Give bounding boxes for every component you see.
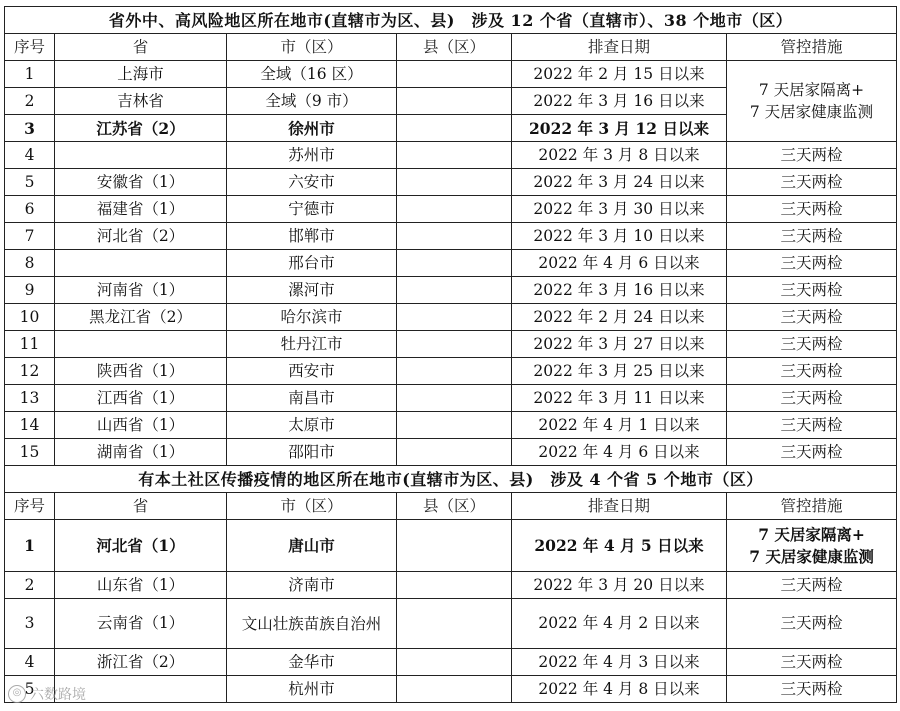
date-cell: 2022 年 3 月 30 日以来 [512,196,727,223]
city-cell: 牡丹江市 [227,331,397,358]
column-header: 市（区） [227,34,397,61]
row-number: 8 [5,250,55,277]
county-cell [397,599,512,649]
date-cell: 2022 年 3 月 20 日以来 [512,572,727,599]
date-cell: 2022 年 4 月 6 日以来 [512,439,727,466]
measure-cell: 三天两检 [727,169,897,196]
header-row [5,493,897,520]
row-number: 2 [5,88,55,115]
county-cell [397,572,512,599]
column-header: 序号 [5,493,55,520]
column-header: 管控措施 [727,34,897,61]
column-header: 排查日期 [512,34,727,61]
measure-cell [727,520,897,572]
measure-cell: 三天两检 [727,599,897,649]
date-cell: 2022 年 4 月 6 日以来 [512,250,727,277]
province-cell: 湖南省（1） [55,439,227,466]
county-cell [397,88,512,115]
county-cell [397,250,512,277]
row-number: 6 [5,196,55,223]
column-header: 排查日期 [512,493,727,520]
city-cell: 太原市 [227,412,397,439]
row-number: 3 [5,115,55,142]
table-row [5,223,897,250]
province-cell: 安徽省（1） [55,169,227,196]
column-header: 管控措施 [727,493,897,520]
row-number: 9 [5,277,55,304]
section-title-row [5,7,897,34]
section-title-row [5,466,897,493]
county-cell [397,115,512,142]
province-cell: 江西省（1） [55,385,227,412]
measure-cell: 三天两检 [727,358,897,385]
date-cell: 2022 年 4 月 3 日以来 [512,649,727,676]
measure-line: 7 天居家健康监测 [749,546,874,566]
table-row [5,331,897,358]
table-row [5,572,897,599]
province-cell: 黑龙江省（2） [55,304,227,331]
column-header: 序号 [5,34,55,61]
table-row [5,169,897,196]
province-cell: 福建省（1） [55,196,227,223]
county-cell [397,223,512,250]
date-cell: 2022 年 3 月 16 日以来 [512,277,727,304]
date-cell: 2022 年 2 月 24 日以来 [512,304,727,331]
county-cell [397,649,512,676]
county-cell [397,385,512,412]
section-title: 有本土社区传播疫情的地区所在地市(直辖市为区、县) 涉及 4 个省 5 个地市（区） [5,466,897,493]
measure-cell: 三天两检 [727,676,897,703]
table-row [5,250,897,277]
watermark-text: 六数路境 [30,687,86,703]
measure-cell: 三天两检 [727,412,897,439]
measure-cell: 三天两检 [727,277,897,304]
province-cell: 山东省（1） [55,572,227,599]
county-cell [397,169,512,196]
table-row [5,649,897,676]
county-cell [397,61,512,88]
row-number: 2 [5,572,55,599]
measure-cell: 三天两检 [727,331,897,358]
table-row [5,277,897,304]
city-cell: 南昌市 [227,385,397,412]
county-cell [397,196,512,223]
province-cell: 江苏省（2） [55,115,227,142]
table-row [5,520,897,572]
province-cell: 吉林省 [55,88,227,115]
city-cell: 邢台市 [227,250,397,277]
row-number: 11 [5,331,55,358]
risk-area-table [4,6,897,703]
city-cell: 金华市 [227,649,397,676]
date-cell: 2022 年 3 月 10 日以来 [512,223,727,250]
row-number: 13 [5,385,55,412]
measure-line: 7 天居家健康监测 [749,103,874,121]
row-number: 5 [5,676,55,703]
date-cell: 2022 年 4 月 2 日以来 [512,599,727,649]
province-cell [55,250,227,277]
row-number: 12 [5,358,55,385]
county-cell [397,676,512,703]
province-cell: 山西省（1） [55,412,227,439]
row-number: 7 [5,223,55,250]
measure-cell: 三天两检 [727,572,897,599]
date-cell: 2022 年 3 月 11 日以来 [512,385,727,412]
measure-cell: 三天两检 [727,223,897,250]
city-cell: 六安市 [227,169,397,196]
measure-cell-merged [727,61,897,142]
province-cell: 河北省（2） [55,223,227,250]
measure-line: 7 天居家隔离+ [758,81,865,99]
table-row [5,196,897,223]
county-cell [397,439,512,466]
date-cell: 2022 年 4 月 1 日以来 [512,412,727,439]
measure-line: 7 天居家隔离+ [758,524,865,544]
table-row [5,439,897,466]
province-cell [55,331,227,358]
province-cell: 浙江省（2） [55,649,227,676]
city-cell: 文山壮族苗族自治州 [227,599,397,649]
table-row [5,304,897,331]
measure-cell: 三天两检 [727,385,897,412]
measure-cell: 三天两检 [727,304,897,331]
row-number: 10 [5,304,55,331]
date-cell: 2022 年 3 月 8 日以来 [512,142,727,169]
date-cell: 2022 年 3 月 16 日以来 [512,88,727,115]
province-cell: 河南省（1） [55,277,227,304]
province-cell [55,142,227,169]
row-number: 4 [5,649,55,676]
city-cell: 济南市 [227,572,397,599]
date-cell: 2022 年 4 月 8 日以来 [512,676,727,703]
section-title: 省外中、高风险地区所在地市(直辖市为区、县) 涉及 12 个省（直辖市）、38 个地市（区） [5,7,897,34]
province-cell: 云南省（1） [55,599,227,649]
column-header: 县（区） [397,34,512,61]
province-cell: 陕西省（1） [55,358,227,385]
city-cell: 杭州市 [227,676,397,703]
column-header: 省 [55,493,227,520]
city-cell: 西安市 [227,358,397,385]
city-cell: 宁德市 [227,196,397,223]
row-number: 14 [5,412,55,439]
province-cell: 上海市 [55,61,227,88]
measure-cell: 三天两检 [727,142,897,169]
column-header: 县（区） [397,493,512,520]
measure-cell: 三天两检 [727,439,897,466]
measure-cell: 三天两检 [727,250,897,277]
city-cell: 全域（16 区） [227,61,397,88]
table-row [5,412,897,439]
column-header: 省 [55,34,227,61]
table-row [5,676,897,703]
row-number: 1 [5,520,55,572]
date-cell: 2022 年 3 月 25 日以来 [512,358,727,385]
table-row [5,61,897,88]
header-row [5,34,897,61]
table-row [5,142,897,169]
county-cell [397,331,512,358]
measure-cell: 三天两检 [727,196,897,223]
city-cell: 哈尔滨市 [227,304,397,331]
date-cell: 2022 年 4 月 5 日以来 [512,520,727,572]
city-cell: 唐山市 [227,520,397,572]
province-cell: 河北省（1） [55,520,227,572]
city-cell: 邯郸市 [227,223,397,250]
row-number: 4 [5,142,55,169]
date-cell: 2022 年 3 月 24 日以来 [512,169,727,196]
column-header: 市（区） [227,493,397,520]
table-row [5,599,897,649]
date-cell: 2022 年 2 月 15 日以来 [512,61,727,88]
city-cell: 漯河市 [227,277,397,304]
row-number: 15 [5,439,55,466]
row-number: 5 [5,169,55,196]
date-cell: 2022 年 3 月 12 日以来 [512,115,727,142]
county-cell [397,412,512,439]
city-cell: 邵阳市 [227,439,397,466]
row-number: 1 [5,61,55,88]
city-cell: 全域（9 市） [227,88,397,115]
county-cell [397,520,512,572]
county-cell [397,304,512,331]
watermark-logo-icon: ◎ [8,685,26,703]
county-cell [397,277,512,304]
county-cell [397,142,512,169]
county-cell [397,358,512,385]
table-row [5,385,897,412]
watermark [8,684,86,704]
date-cell: 2022 年 3 月 27 日以来 [512,331,727,358]
city-cell: 徐州市 [227,115,397,142]
measure-cell: 三天两检 [727,649,897,676]
table-row [5,358,897,385]
city-cell: 苏州市 [227,142,397,169]
row-number: 3 [5,599,55,649]
